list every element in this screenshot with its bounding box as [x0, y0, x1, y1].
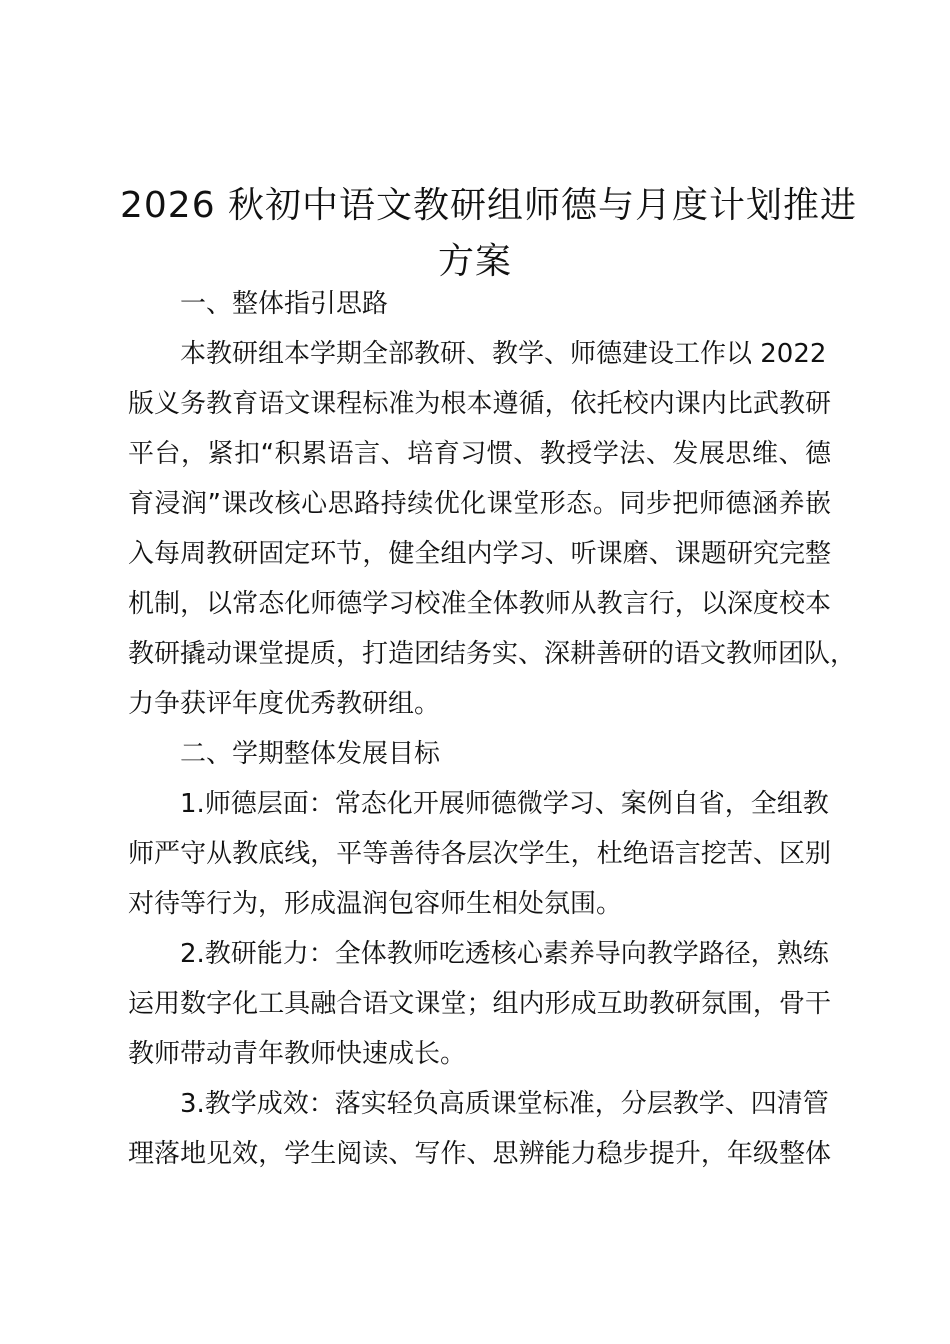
section-heading-2: 二、学期整体发展目标: [180, 739, 441, 769]
goal-1-line: 对待等行为，形成温润包容师生相处氛围。: [128, 889, 623, 919]
title-line-1: 2026 秋初中语文教研组师德与月度计划推进: [120, 185, 858, 226]
paragraph-line: 本教研组本学期全部教研、教学、师德建设工作以 2022: [180, 339, 827, 369]
goal-2-line: 2.教研能力：全体教师吃透核心素养导向教学路径，熟练: [180, 939, 829, 969]
goal-2-line: 运用数字化工具融合语文课堂；组内形成互助教研氛围，骨干: [128, 989, 831, 1019]
paragraph-line: 力争获评年度优秀教研组。: [128, 689, 441, 719]
paragraph-line: 入每周教研固定环节，健全组内学习、听课磨、课题研究完整: [128, 539, 831, 569]
paragraph-line: 机制，以常态化师德学习校准全体教师从教言行，以深度校本: [128, 589, 831, 619]
section-heading-1: 一、整体指引思路: [180, 289, 389, 319]
paragraph-line: 平台，紧扣“积累语言、培育习惯、教授学法、发展思维、德: [128, 439, 831, 469]
goal-1-line: 1.师德层面：常态化开展师德微学习、案例自省，全组教: [180, 789, 829, 819]
paragraph-line: 教研撬动课堂提质，打造团结务实、深耕善研的语文教师团队，: [128, 639, 857, 669]
document-title: [120, 178, 858, 290]
goal-2-line: 教师带动青年教师快速成长。: [128, 1039, 467, 1069]
goal-3-line: 3.教学成效：落实轻负高质课堂标准，分层教学、四清管: [180, 1089, 829, 1119]
title-line-2: 方案: [437, 241, 512, 282]
paragraph-line: 版义务教育语文课程标准为根本遵循，依托校内课内比武教研: [128, 389, 831, 419]
goal-3-line: 理落地见效，学生阅读、写作、思辨能力稳步提升，年级整体: [128, 1139, 831, 1169]
goal-1-line: 师严守从教底线，平等善待各层次学生，杜绝语言挖苦、区别: [128, 839, 831, 869]
paragraph-line: 育浸润”课改核心思路持续优化课堂形态。同步把师德涵养嵌: [128, 489, 831, 519]
